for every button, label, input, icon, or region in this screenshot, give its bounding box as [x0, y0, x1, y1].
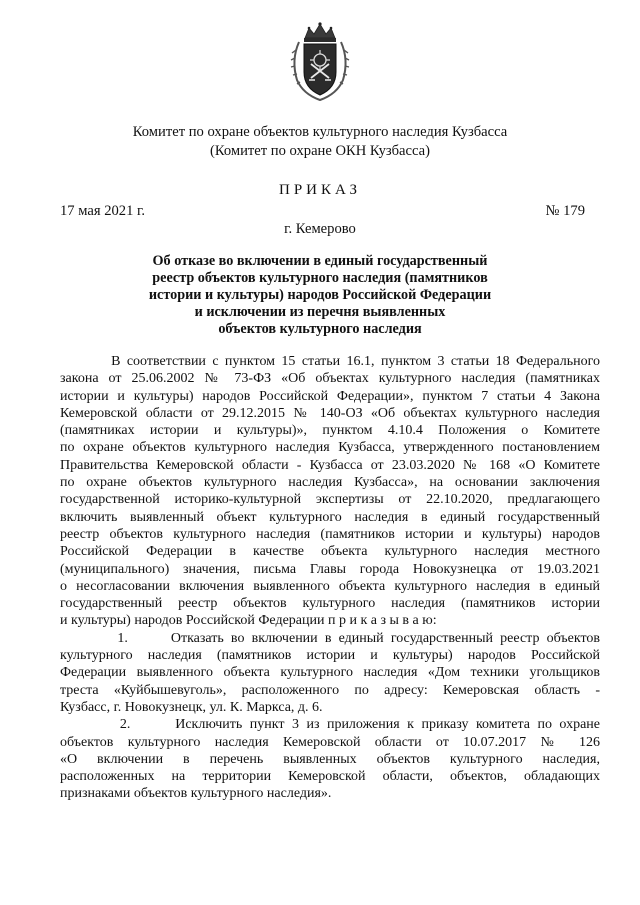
document-title: ПРИКАЗ: [279, 182, 361, 198]
body-line: Федерации выявленного объекта культурного наследия «Дом техники угольщиков: [60, 665, 600, 681]
body-line: Кузбасс, г. Новокузнецк, ул. К. Маркса, д. 6.: [60, 699, 323, 715]
body-line: В соответствии с пунктом 15 статьи 16.1, пунктом 3 статьи 18 Федерального: [60, 354, 600, 369]
body-line: культурного наследия (памятников истории и культуры) народов Российской: [60, 648, 600, 664]
body-line: и культуры) народов Российской Федерации п р и к а з ы в а ю:: [60, 613, 437, 629]
heading-line: и исключении из перечня выявленных: [194, 304, 446, 320]
kuzbass-coat-of-arms-icon: [289, 20, 351, 102]
body-line: треста «Куйбышевуголь», расположенного по адресу: Кемеровская область -: [60, 682, 600, 698]
order-body: [60, 353, 600, 803]
heading-line: реестр объектов культурного наследия (памятников: [152, 270, 488, 286]
heading-line: объектов культурного наследия: [218, 321, 422, 337]
body-line: Правительства Кемеровской области - Кузбасса от 23.03.2020 № 168 «О Комитете: [60, 457, 600, 473]
order-city: г. Кемерово: [284, 221, 356, 237]
body-line: о несогласовании включения выявленного объекта культурного наследия в единый: [60, 578, 600, 594]
body-line: государственной историко-культурной экспертизы от 22.10.2020, предлагающего: [60, 492, 600, 508]
body-line: «О включении в перечень выявленных объектов культурного наследия,: [60, 751, 600, 767]
order-heading: [100, 253, 540, 338]
body-line: расположенных на территории Кемеровской области, объектов, обладающих: [60, 769, 600, 785]
organization-short-name: (Комитет по охране ОКН Кузбасса): [209, 143, 431, 159]
heading-line: Об отказе во включении в единый государственный: [152, 253, 488, 269]
body-line: включить выявленный объект культурного наследия в единый государственный: [60, 509, 600, 525]
body-line: признаками объектов культурного наследия».: [60, 786, 332, 802]
body-line: по охране объектов культурного наследия Кузбасса», на основании заключения: [60, 475, 600, 491]
body-line: 1. Отказать во включении в единый государственный реестр объектов: [60, 630, 600, 646]
order-date: 17 мая 2021 г.: [60, 203, 146, 219]
body-line: по охране объектов культурного наследия Кузбасса, утвержденного постановлением: [60, 440, 600, 456]
body-line: Российской Федерации в качестве объекта культурного наследия местного: [60, 544, 600, 560]
body-line: (памятниках истории и культуры)», пунктом 4.10.4 Положения о Комитете: [60, 423, 600, 439]
organization-name: Комитет по охране объектов культурного наследия Кузбасса: [132, 124, 508, 140]
body-line: государственный реестр объектов культурного наследия (памятников истории: [60, 596, 600, 612]
heading-line: истории и культуры) народов Российской Федерации: [148, 287, 492, 303]
body-line: (муниципального) значения, письма Главы города Новокузнецка от 19.03.2021: [60, 561, 600, 577]
body-line: объектов культурного наследия Кемеровской области от 10.07.2017 № 126: [60, 734, 600, 750]
body-line: Кемеровской области от 29.12.2015 № 140-ОЗ «Об объектах культурного наследия: [60, 405, 600, 421]
body-line: закона от 25.06.2002 № 73-ФЗ «Об объектах культурного наследия (памятниках: [60, 371, 600, 387]
body-line: истории и культуры) народов Российской Федерации», пунктом 7 статьи 4 Закона: [60, 388, 600, 404]
body-line: реестр объектов культурного наследия (памятников истории и культуры) народов: [60, 526, 600, 542]
order-number: № 179: [545, 203, 585, 219]
body-line: 2. Исключить пункт 3 из приложения к приказу комитета по охране: [60, 717, 600, 733]
